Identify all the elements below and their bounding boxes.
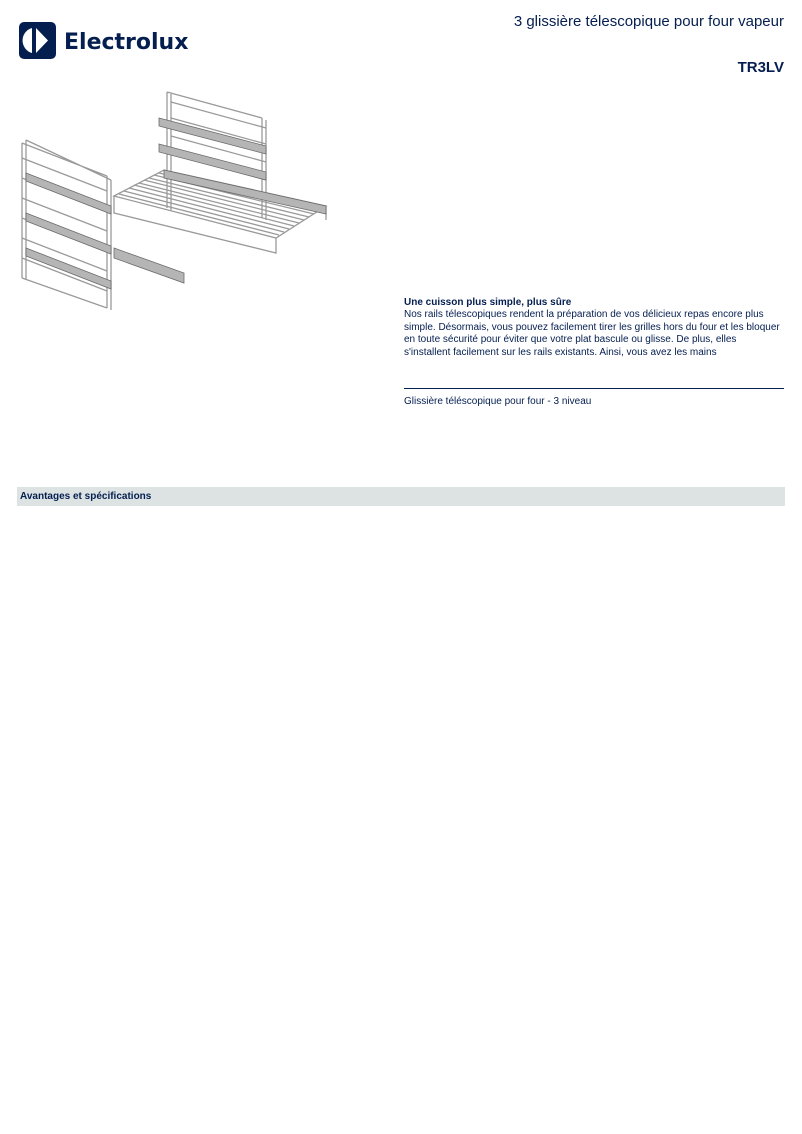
description-heading: Une cuisson plus simple, plus sûre	[404, 297, 572, 308]
brand-name: Electrolux	[64, 30, 188, 55]
brand-logo	[18, 20, 188, 62]
product-image	[14, 88, 330, 310]
section-header-advantages	[17, 487, 785, 506]
short-description: Glissière téléscopique pour four - 3 niveau	[404, 396, 592, 407]
model-number: TR3LV	[737, 59, 784, 76]
description-body: Nos rails télescopiques rendent la préparation de vos délicieux repas encore plus simple. Désormais, vous pouvez facilement tirer les grilles hors du four et les bloquer en toute sécurité pour éviter que votre plat bascule ou glisse. De plus, elles s'installent facilement sur les rails existants. Ainsi, vous avez les mains	[404, 309, 780, 358]
description-block	[404, 297, 784, 359]
telescopic-rail-rack-image	[14, 88, 330, 310]
section-title: Avantages et spécifications	[20, 491, 152, 502]
divider	[404, 388, 784, 389]
electrolux-logo-icon	[18, 20, 188, 62]
product-title: 3 glissière télescopique pour four vapeur	[513, 13, 784, 30]
